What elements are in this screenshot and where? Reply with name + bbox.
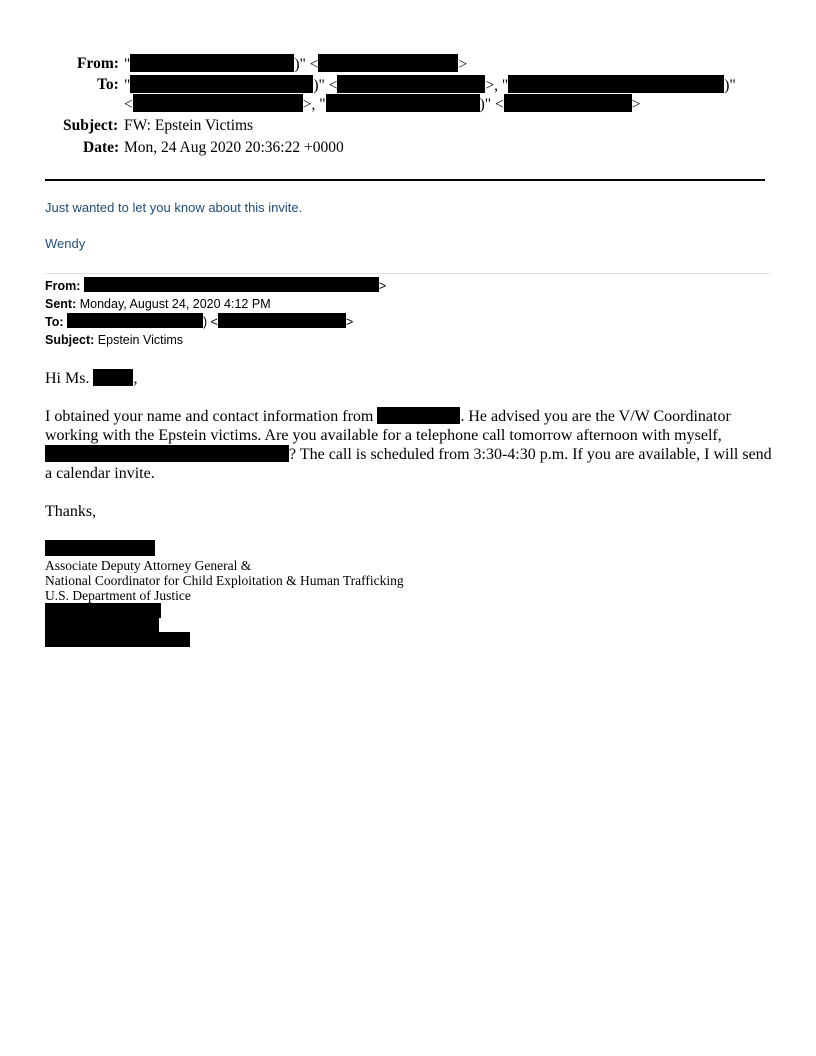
from-quote: " — [124, 56, 131, 73]
redaction-block — [508, 75, 724, 93]
reply-line: Just wanted to let you know about this invite. — [45, 200, 303, 215]
fwd-to-mid: ) < — [203, 315, 218, 329]
fwd-to-label: To: — [45, 315, 64, 329]
fwd-sent-value: Monday, August 24, 2020 4:12 PM — [79, 297, 271, 311]
forward-separator — [45, 273, 770, 274]
paragraph-part: I obtained your name and contact information from — [45, 408, 374, 425]
to-text: )" — [724, 77, 736, 94]
signature-redaction — [45, 632, 190, 647]
signature-org: U.S. Department of Justice — [45, 588, 191, 603]
fwd-sent-label: Sent: — [45, 297, 77, 311]
header-from-row — [0, 54, 816, 74]
redaction-block — [337, 75, 485, 93]
redaction-block — [218, 313, 346, 328]
redaction-block — [93, 369, 133, 386]
to-text: >, " — [485, 77, 509, 94]
signature-name-redaction — [45, 540, 155, 556]
reply-signature: Wendy — [45, 236, 86, 251]
signature-title-1: Associate Deputy Attorney General & — [45, 558, 252, 573]
fwd-to-row — [45, 313, 353, 331]
paragraph-part: ? The call is scheduled from 3:30-4:30 p.m. If you are available, I will send a calendar invite. — [45, 446, 772, 482]
to-text: > — [631, 96, 641, 113]
redaction-block — [84, 277, 379, 292]
message-paragraph — [45, 407, 775, 483]
header-subject-row — [0, 116, 816, 136]
fwd-subject-value: Epstein Victims — [97, 333, 184, 347]
header-from-label: From: — [77, 55, 119, 72]
redaction-block — [504, 94, 632, 112]
signature-redaction — [45, 603, 161, 618]
redaction-block — [133, 94, 303, 112]
redaction-block — [67, 313, 203, 328]
fwd-from-label: From: — [45, 279, 81, 293]
signature-redaction — [45, 617, 159, 632]
header-subject-label: Subject: — [63, 117, 119, 134]
fwd-subject-label: Subject: — [45, 333, 95, 347]
redaction-block — [318, 54, 458, 72]
redaction-block — [326, 94, 480, 112]
header-date-label: Date: — [83, 139, 120, 156]
header-separator — [45, 179, 765, 181]
to-text: )" < — [313, 77, 338, 94]
fwd-sent-row — [45, 295, 271, 313]
redaction-block — [130, 75, 313, 93]
header-subject-value: FW: Epstein Victims — [124, 117, 254, 134]
fwd-to-close: > — [345, 315, 354, 329]
from-sep: )" < — [294, 56, 319, 73]
greeting-comma: , — [133, 370, 138, 387]
signature-title-2: National Coordinator for Child Exploitation & Human Trafficking — [45, 573, 404, 588]
redaction-block — [45, 445, 289, 462]
header-to-label: To: — [97, 76, 119, 93]
fwd-from-row — [45, 277, 386, 295]
fwd-from-close: > — [378, 279, 387, 293]
to-text: " — [124, 77, 131, 94]
header-date-row — [0, 138, 816, 158]
greeting-text: Hi Ms. — [45, 370, 90, 387]
fwd-subject-row — [45, 331, 183, 349]
redaction-block — [130, 54, 294, 72]
header-to-row — [0, 75, 816, 115]
closing: Thanks, — [45, 503, 97, 520]
greeting — [45, 369, 775, 388]
from-close: > — [458, 56, 468, 73]
to-text: )" < — [479, 96, 504, 113]
to-text: < — [124, 96, 133, 113]
to-text: >, " — [302, 96, 326, 113]
redaction-block — [377, 407, 460, 424]
header-date-value: Mon, 24 Aug 2020 20:36:22 +0000 — [124, 139, 344, 156]
paragraph-part: . He advised you are the V/W Coordinator working with the Epstein victims. Are you available for a telephone call tomorrow afternoon with myself, — [45, 408, 731, 444]
